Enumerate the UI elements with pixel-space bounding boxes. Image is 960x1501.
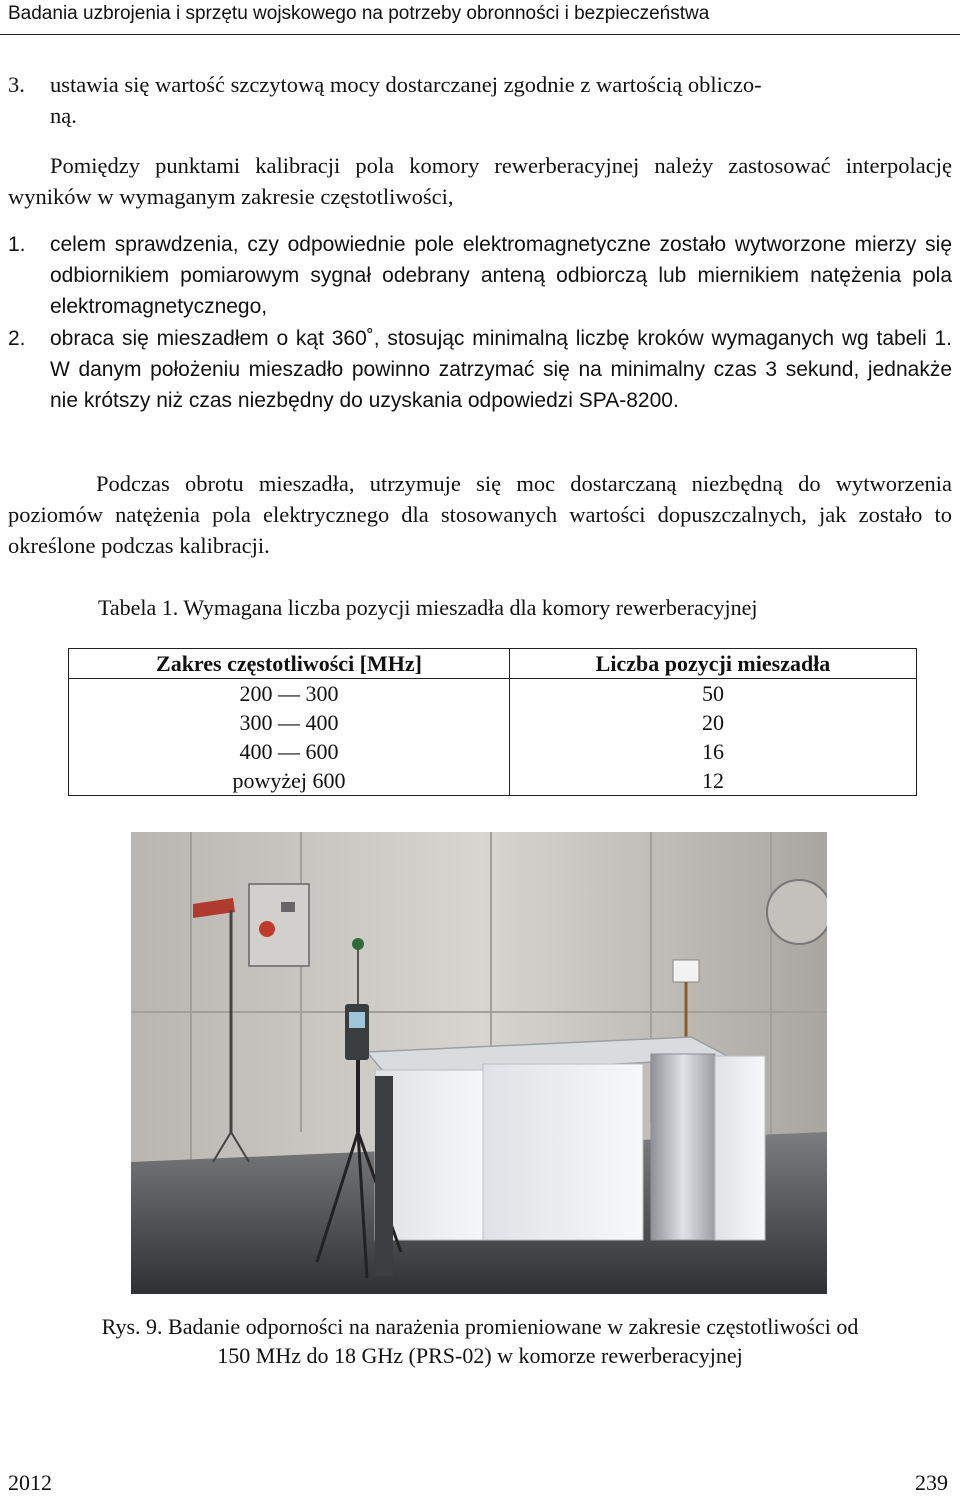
item-3-line-2: ną. [50, 103, 77, 128]
table-header-row [69, 649, 917, 679]
table-header-stirrer-positions: Liczba pozycji mieszadła [510, 649, 917, 679]
table-caption: Tabela 1. Wymagana liczba pozycji mieszadła dla komory rewerberacyjnej [98, 595, 758, 620]
figure-caption-line-2: 150 MHz do 18 GHz (PRS-02) w komorze rewerberacyjnej [217, 1343, 743, 1368]
table-cell-count: 20 [510, 708, 917, 737]
table-header-frequency-range: Zakres częstotliwości [MHz] [69, 649, 510, 679]
footer-year: 2012 [8, 1470, 52, 1495]
paragraph-rotation: Podczas obrotu mieszadła, utrzymuje się moc dostarczaną niezbędną do wytworzenia poziomów natężenia pola elektrycznego dla stosowanych wartości dopuszczalnych, jak zostało to określone podczas kalibracji. [8, 471, 952, 558]
list-item-1-number: 1. [8, 233, 26, 256]
item-3-number: 3. [8, 72, 25, 97]
table-cell-count: 50 [510, 679, 917, 709]
table-cell-range: 400 — 600 [69, 737, 510, 766]
table-cell-range: 200 — 300 [69, 679, 510, 709]
reverberation-chamber-photo [131, 832, 827, 1294]
item-3-line-1: ustawia się wartość szczytową mocy dostarczanej zgodnie z wartością obliczo- [50, 72, 762, 97]
list-item-1-text: celem sprawdzenia, czy odpowiednie pole elektromagnetyczne zostało wytworzone mierzy się odbiornikiem pomiarowym sygnał odebrany anteną odbiorczą lub miernikiem natężenia pola elektromagnetycznego, [50, 233, 952, 318]
footer-page-number: 239 [915, 1470, 948, 1495]
stirrer-positions-table [68, 648, 917, 796]
table-cell-count: 16 [510, 737, 917, 766]
table-row [69, 766, 917, 796]
table-row [69, 708, 917, 737]
paragraph-interpolation: Pomiędzy punktami kalibracji pola komory rewerberacyjnej należy zastosować interpolację wyników w wymaganym zakresie częstotliwości, [8, 153, 952, 209]
chamber-illustration [131, 832, 827, 1294]
list-item-2-number: 2. [8, 327, 26, 350]
table-cell-count: 12 [510, 766, 917, 796]
running-header: Badania uzbrojenia i sprzętu wojskowego na potrzeby obronności i bezpieczeństwa [8, 3, 710, 24]
table-cell-range: powyżej 600 [69, 766, 510, 796]
figure-caption-line-1: Rys. 9. Badanie odporności na narażenia promieniowane w zakresie częstotliwości od [101, 1314, 859, 1339]
list-item-2-text: obraca się mieszadłem o kąt 360˚, stosując minimalną liczbę kroków wymaganych wg tabeli 1. W danym położeniu mieszadło powinno zatrzymać się na minimalny czas 3 sekund, jednakże nie krótszy niż czas niezbędny do uzyskania odpowiedzi SPA-8200. [50, 327, 952, 412]
table-row [69, 679, 917, 709]
table-row [69, 737, 917, 766]
header-rule [0, 34, 960, 35]
table-cell-range: 300 — 400 [69, 708, 510, 737]
